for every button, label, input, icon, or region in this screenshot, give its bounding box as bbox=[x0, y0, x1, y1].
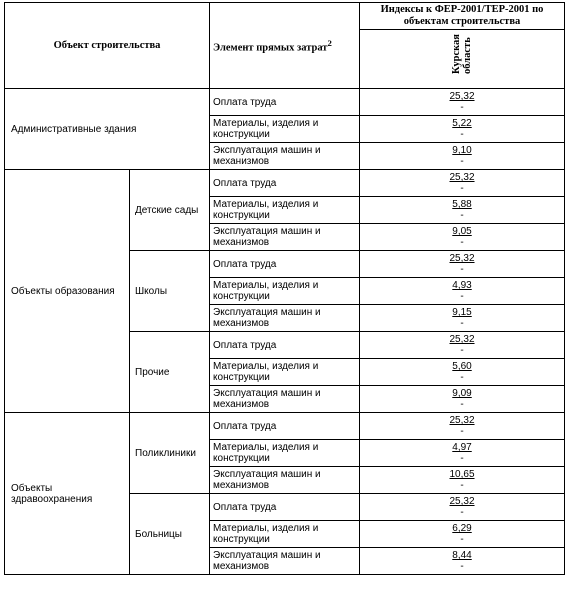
value-number: 25,32 bbox=[449, 496, 475, 507]
value-cell bbox=[360, 386, 565, 413]
group-education: Объекты образования bbox=[5, 170, 130, 413]
value-dash: - bbox=[460, 291, 464, 302]
value-cell bbox=[360, 170, 565, 197]
value-dash: - bbox=[460, 480, 464, 491]
element-labor: Оплата труда bbox=[210, 89, 360, 116]
header-element-sup: 2 bbox=[327, 37, 332, 48]
group-admin: Административные здания bbox=[5, 89, 210, 170]
header-object: Объект строительства bbox=[5, 3, 210, 89]
value-cell bbox=[360, 89, 565, 116]
value-dash: - bbox=[460, 237, 464, 248]
value-number: 4,93 bbox=[452, 280, 472, 291]
value-cell bbox=[360, 413, 565, 440]
value-cell bbox=[360, 548, 565, 575]
value-number: 25,32 bbox=[449, 415, 475, 426]
value-cell bbox=[360, 494, 565, 521]
value-number: 9,15 bbox=[452, 307, 472, 318]
element-materials: Материалы, изделия и конструкции bbox=[210, 521, 360, 548]
subgroup-kindergartens: Детские сады bbox=[130, 170, 210, 251]
element-labor: Оплата труда bbox=[210, 494, 360, 521]
element-labor: Оплата труда bbox=[210, 251, 360, 278]
value-dash: - bbox=[460, 399, 464, 410]
element-machines: Эксплуатация машин и механизмов bbox=[210, 143, 360, 170]
value-dash: - bbox=[460, 183, 464, 194]
subgroup-clinics: Поликлиники bbox=[130, 413, 210, 494]
value-cell bbox=[360, 467, 565, 494]
value-dash: - bbox=[460, 264, 464, 275]
value-number: 25,32 bbox=[449, 334, 475, 345]
value-dash: - bbox=[460, 102, 464, 113]
element-materials: Материалы, изделия и конструкции bbox=[210, 440, 360, 467]
value-cell bbox=[360, 116, 565, 143]
value-cell bbox=[360, 251, 565, 278]
element-labor: Оплата труда bbox=[210, 332, 360, 359]
value-cell bbox=[360, 440, 565, 467]
value-number: 5,88 bbox=[452, 199, 472, 210]
header-region-text: Курская область bbox=[451, 34, 474, 74]
value-number: 9,10 bbox=[452, 145, 472, 156]
value-cell bbox=[360, 278, 565, 305]
value-number: 9,05 bbox=[452, 226, 472, 237]
value-cell bbox=[360, 359, 565, 386]
value-number: 8,44 bbox=[452, 550, 472, 561]
value-cell bbox=[360, 305, 565, 332]
value-number: 25,32 bbox=[449, 253, 475, 264]
value-cell bbox=[360, 197, 565, 224]
value-number: 5,22 bbox=[452, 118, 472, 129]
header-region bbox=[360, 30, 565, 89]
element-machines: Эксплуатация машин и механизмов bbox=[210, 386, 360, 413]
subgroup-other: Прочие bbox=[130, 332, 210, 413]
element-materials: Материалы, изделия и конструкции bbox=[210, 197, 360, 224]
header-element bbox=[210, 3, 360, 89]
element-materials: Материалы, изделия и конструкции bbox=[210, 359, 360, 386]
value-number: 25,32 bbox=[449, 91, 475, 102]
subgroup-schools: Школы bbox=[130, 251, 210, 332]
index-table bbox=[4, 2, 565, 575]
element-materials: Материалы, изделия и конструкции bbox=[210, 116, 360, 143]
header-element-text: Элемент прямых затрат bbox=[213, 42, 328, 54]
value-cell bbox=[360, 521, 565, 548]
element-machines: Эксплуатация машин и механизмов bbox=[210, 224, 360, 251]
value-number: 10,65 bbox=[449, 469, 475, 480]
value-dash: - bbox=[460, 129, 464, 140]
value-dash: - bbox=[460, 507, 464, 518]
value-number: 5,60 bbox=[452, 361, 472, 372]
value-number: 4,97 bbox=[452, 442, 472, 453]
value-dash: - bbox=[460, 345, 464, 356]
value-dash: - bbox=[460, 318, 464, 329]
value-cell bbox=[360, 143, 565, 170]
element-machines: Эксплуатация машин и механизмов bbox=[210, 305, 360, 332]
value-cell bbox=[360, 332, 565, 359]
element-machines: Эксплуатация машин и механизмов bbox=[210, 467, 360, 494]
element-labor: Оплата труда bbox=[210, 413, 360, 440]
value-number: 6,29 bbox=[452, 523, 472, 534]
subgroup-hospitals: Больницы bbox=[130, 494, 210, 575]
element-machines: Эксплуатация машин и механизмов bbox=[210, 548, 360, 575]
element-materials: Материалы, изделия и конструкции bbox=[210, 278, 360, 305]
value-dash: - bbox=[460, 453, 464, 464]
header-indexes: Индексы к ФЕР-2001/ТЕР-2001 по объектам строительства bbox=[360, 3, 565, 30]
value-dash: - bbox=[460, 210, 464, 221]
group-health: Объекты здравоохранения bbox=[5, 413, 130, 575]
value-number: 9,09 bbox=[452, 388, 472, 399]
value-dash: - bbox=[460, 561, 464, 572]
value-dash: - bbox=[460, 372, 464, 383]
value-cell bbox=[360, 224, 565, 251]
value-dash: - bbox=[460, 156, 464, 167]
value-number: 25,32 bbox=[449, 172, 475, 183]
value-dash: - bbox=[460, 534, 464, 545]
value-dash: - bbox=[460, 426, 464, 437]
element-labor: Оплата труда bbox=[210, 170, 360, 197]
